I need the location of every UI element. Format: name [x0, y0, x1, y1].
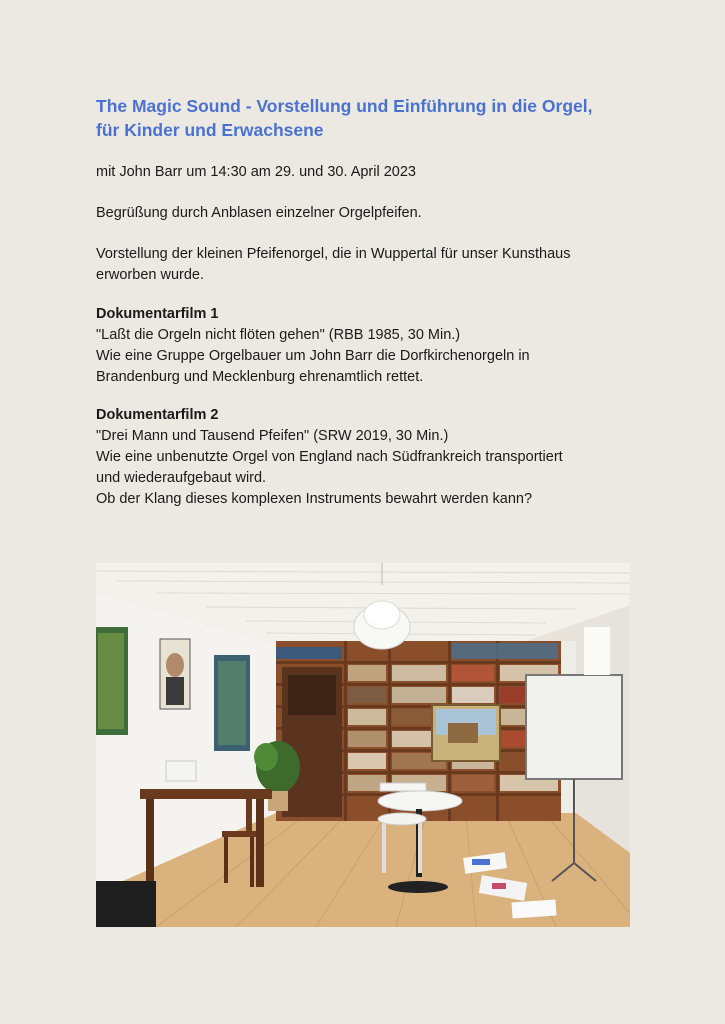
event-line: mit John Barr um 14:30 am 29. und 30. April 2023: [96, 164, 416, 180]
page-title: [96, 94, 636, 142]
film-1-section: [96, 304, 656, 388]
page-title-line-2: für Kinder und Erwachsene: [96, 120, 324, 140]
film-1-title: "Laßt die Orgeln nicht flöten gehen" (RBB 1985, 30 Min.): [96, 327, 461, 343]
film-2-description-line-3: Ob der Klang dieses komplexen Instruments bewahrt werden kann?: [96, 491, 533, 507]
film-2-section: [96, 405, 656, 510]
film-1-heading: Dokumentarfilm 1: [96, 306, 219, 322]
room-photo: [96, 563, 630, 927]
intro-line-1: Vorstellung der kleinen Pfeifenorgel, die in Wuppertal für unser Kunsthaus: [96, 246, 571, 262]
intro-paragraph: [96, 244, 656, 286]
room-photo-illustration: [96, 563, 630, 927]
page-title-line-1: The Magic Sound - Vorstellung und Einführung in die Orgel,: [96, 96, 593, 116]
greeting-paragraph: [96, 203, 656, 224]
film-2-heading: Dokumentarfilm 2: [96, 407, 219, 423]
film-1-description-line-2: Brandenburg und Mecklenburg ehrenamtlich rettet.: [96, 369, 424, 385]
film-2-description-line-1: Wie eine unbenutzte Orgel von England nach Südfrankreich transportiert: [96, 449, 563, 465]
film-1-description-line-1: Wie eine Gruppe Orgelbauer um John Barr die Dorfkirchenorgeln in: [96, 348, 530, 364]
greeting-line: Begrüßung durch Anblasen einzelner Orgelpfeifen.: [96, 205, 422, 221]
film-2-title: "Drei Mann und Tausend Pfeifen" (SRW 2019, 30 Min.): [96, 428, 449, 444]
intro-line-2: erworben wurde.: [96, 267, 204, 283]
event-info: [96, 162, 656, 183]
film-2-description-line-2: und wiederaufgebaut wird.: [96, 470, 267, 486]
